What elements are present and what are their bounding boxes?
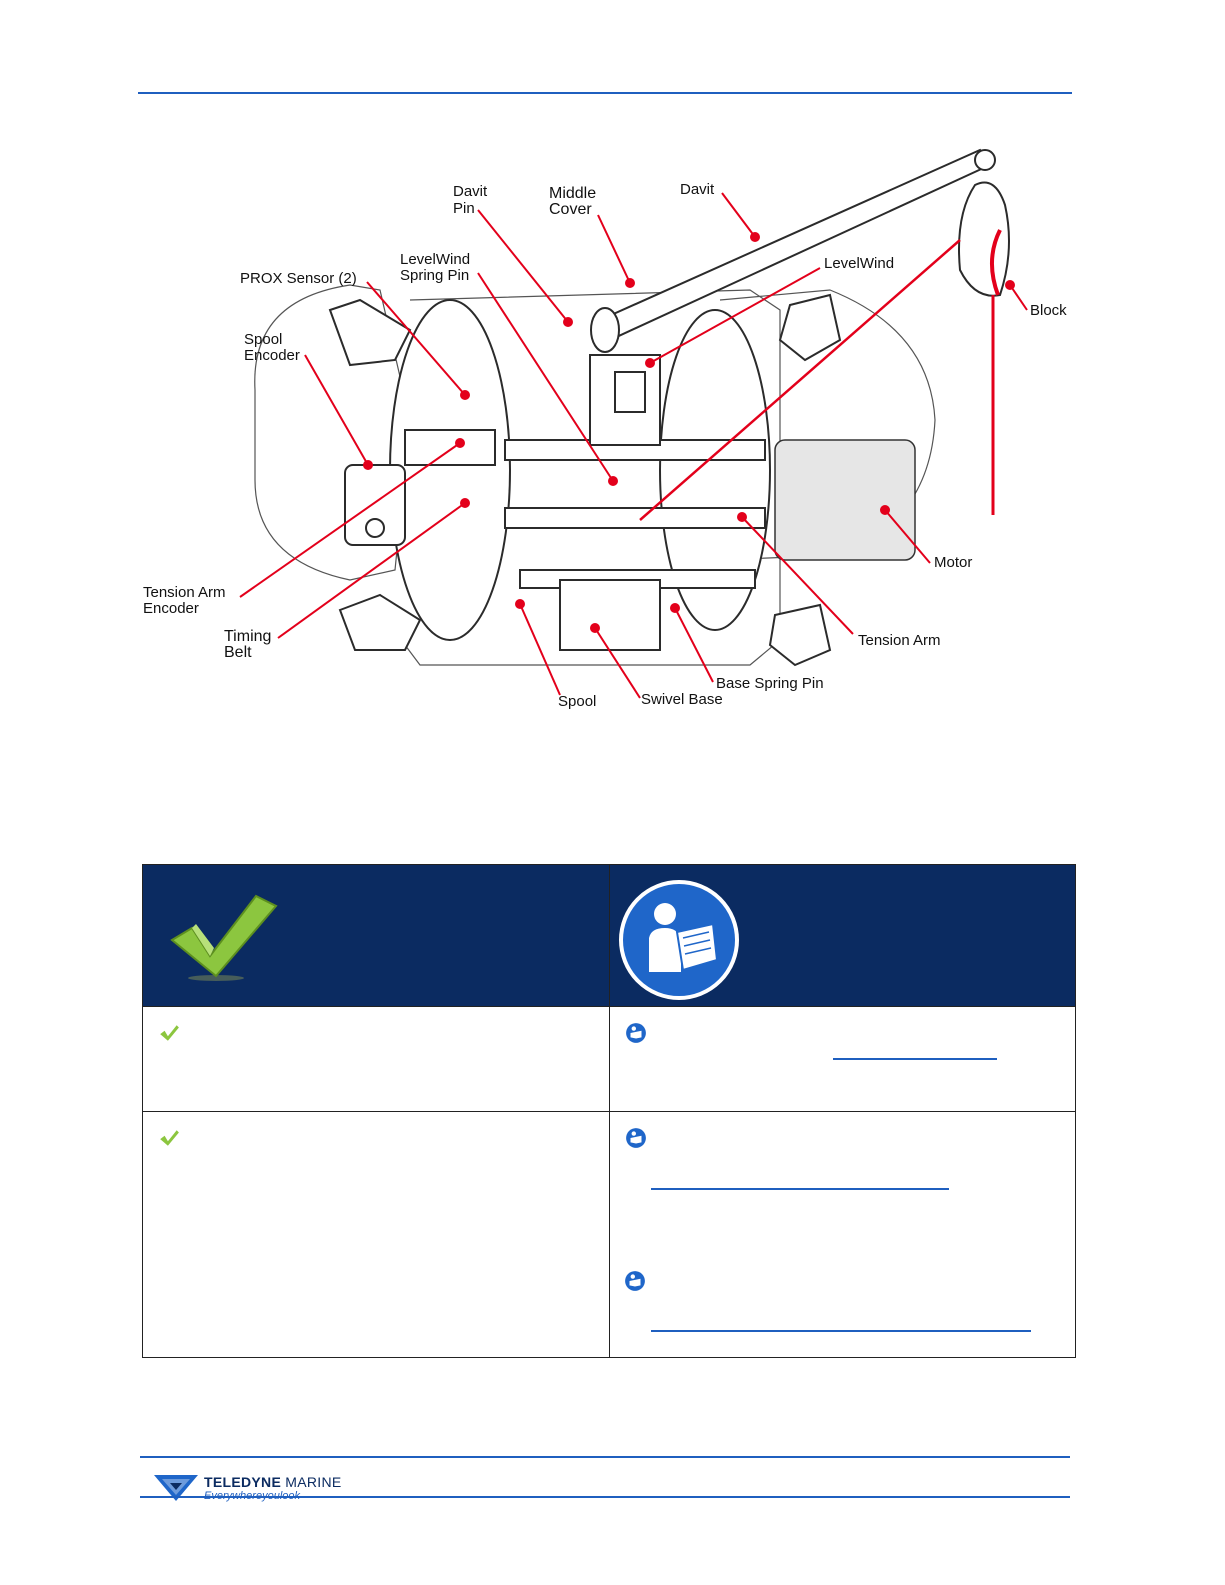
link-underline[interactable] <box>651 1330 1031 1332</box>
tips-table-row <box>143 1112 1076 1358</box>
label-base-spring-pin: Base Spring Pin <box>716 675 824 692</box>
read-manual-icon <box>619 880 739 1000</box>
label-swivel-base: Swivel Base <box>641 691 723 708</box>
small-read-manual-icon <box>625 1127 647 1149</box>
label-motor: Motor <box>934 554 973 571</box>
tips-table <box>142 864 1076 1358</box>
winch-diagram <box>0 0 1225 720</box>
brand-teledyne: TELEDYNE <box>204 1474 282 1490</box>
tips-table-header <box>143 865 1076 1007</box>
footer-rule-bottom <box>140 1496 1070 1498</box>
small-read-manual-icon <box>624 1270 646 1292</box>
small-read-manual-icon <box>625 1022 647 1044</box>
label-timing-belt-line2: Belt <box>224 644 252 661</box>
link-underline[interactable] <box>833 1058 997 1060</box>
footer-rule-top <box>140 1456 1070 1458</box>
checkmark-icon <box>164 888 284 988</box>
brand-marine: MARINE <box>285 1474 342 1490</box>
small-checkmark-icon <box>158 1127 180 1149</box>
label-davit-pin-line2: Pin <box>453 200 475 217</box>
label-davit-pin-line1: Davit <box>453 183 488 200</box>
teledyne-logo-icon <box>152 1473 200 1503</box>
label-block: Block <box>1030 302 1067 319</box>
label-middle-cover-line1: Middle <box>549 185 597 202</box>
label-middle-cover-line2: Cover <box>549 201 592 218</box>
tip-cell-left <box>143 1007 610 1112</box>
label-levelwind: LevelWind <box>824 255 895 272</box>
label-spool: Spool <box>558 693 597 710</box>
label-levelwind-spring-pin-line1: LevelWind <box>400 251 471 268</box>
label-levelwind-spring-pin-line2: Spring Pin <box>400 267 470 284</box>
label-timing-belt-line1: Timing <box>224 628 272 645</box>
label-prox-sensor: PROX Sensor (2) <box>240 270 357 287</box>
header-cell-checkmark <box>143 865 610 1007</box>
header-cell-read-manual <box>609 865 1076 1007</box>
winch-frame-drawing <box>255 150 1009 665</box>
label-spool-encoder-line2: Encoder <box>244 347 300 364</box>
tip-cell-right <box>609 1112 1076 1358</box>
footer-brand <box>204 1474 342 1490</box>
label-davit: Davit <box>680 181 715 198</box>
label-tension-arm-encoder-line2: Encoder <box>143 600 199 617</box>
tip-cell-left <box>143 1112 610 1358</box>
small-checkmark-icon <box>158 1022 180 1044</box>
label-spool-encoder-line1: Spool <box>244 331 283 348</box>
label-tension-arm-encoder-line1: Tension Arm <box>143 584 226 601</box>
label-tension-arm: Tension Arm <box>858 632 941 649</box>
link-underline[interactable] <box>651 1188 949 1190</box>
